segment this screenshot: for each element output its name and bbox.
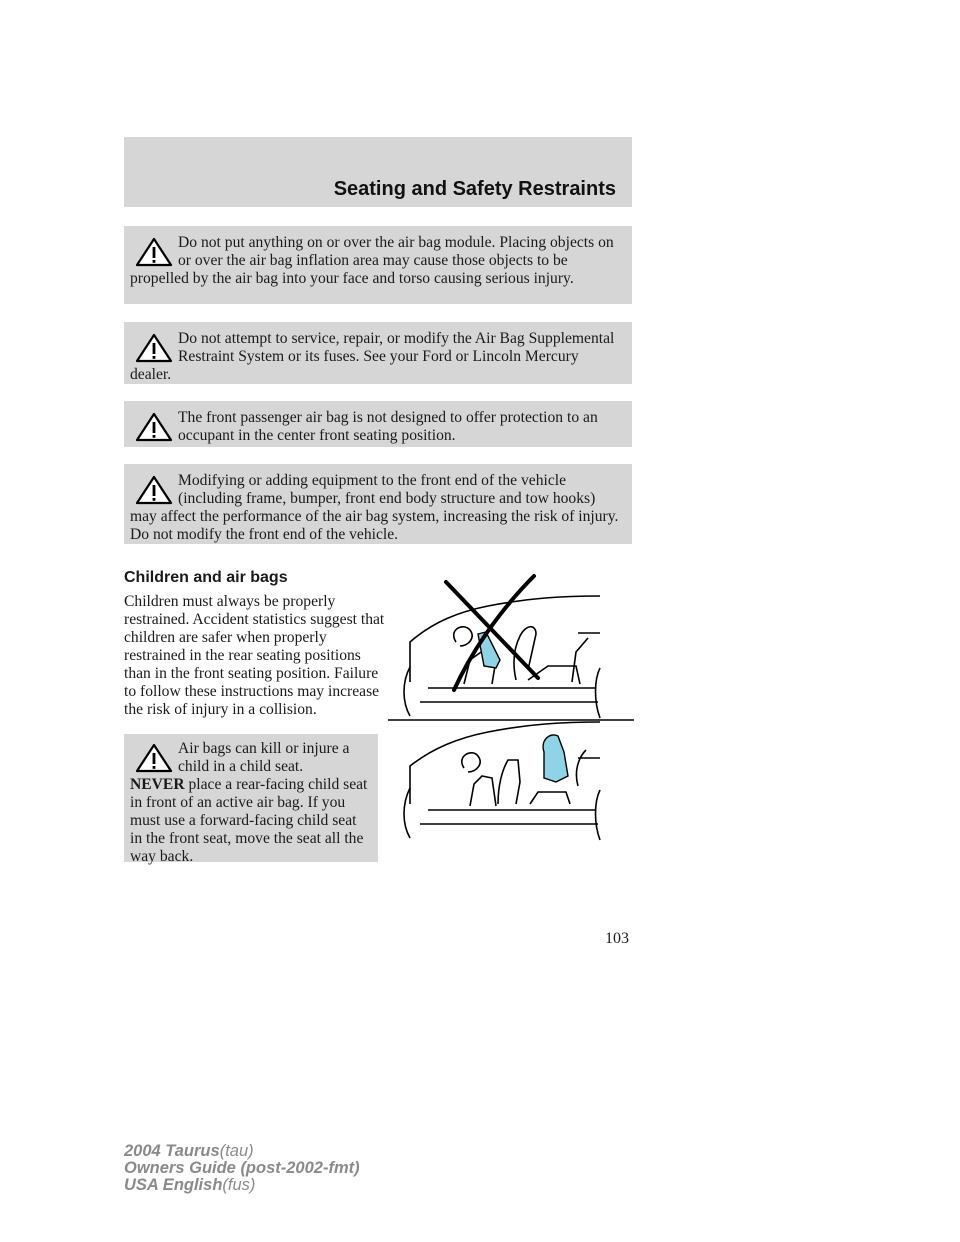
- cross-out-mark: [446, 576, 538, 690]
- child-seat-warning-line2: place a rear-facing child seat in front of an active air bag. If you must use a forward-facing child seat in the front seat, move the seat all the way back.: [130, 776, 368, 865]
- warning-triangle-icon: [134, 742, 174, 774]
- warning-box-4: [124, 464, 632, 544]
- child-seat-illustration: [388, 572, 634, 868]
- warning-text-3: The front passenger air bag is not designed to offer protection to an occupant in the center front seating position.: [178, 409, 598, 444]
- warning-triangle-icon: [134, 411, 174, 443]
- warning-triangle-icon: [134, 236, 174, 268]
- warning-text-4: Modifying or adding equipment to the front end of the vehicle (including frame, bumper, front end body structure and tow hooks) may affect the performance of the air bag system, increasing the risk of injury. Do not modify the front end of the vehicle.: [130, 472, 619, 543]
- warning-box-2: [124, 322, 632, 384]
- header-band: [124, 137, 632, 207]
- page-number: 103: [605, 930, 629, 947]
- child-seat-warning-line1: Air bags can kill or injure a child in a child seat.: [178, 740, 350, 775]
- forward-facing-child-seat: [543, 735, 568, 782]
- warning-text-2: Do not attempt to service, repair, or modify the Air Bag Supplemental Restraint System or its fuses. See your Ford or Lincoln Mercury dealer.: [130, 330, 615, 383]
- warning-box-1: [124, 226, 632, 304]
- warning-triangle-icon: [134, 332, 174, 364]
- document-footer: [124, 1143, 360, 1194]
- children-body-text: Children must always be properly restrained. Accident statistics suggest that children are safer when properly restrained in the rear seating positions than in the front seating position. Failure to follow these instructions may increase the risk of injury in a collision.: [124, 593, 385, 718]
- car-side-view-bottom: [404, 722, 600, 840]
- footer-model: 2004 Taurus: [124, 1142, 220, 1160]
- section-title: Seating and Safety Restraints: [333, 178, 616, 200]
- never-emphasis: NEVER: [130, 776, 185, 793]
- footer-model-code: (tau): [219, 1142, 254, 1160]
- warning-box-3: [124, 401, 632, 447]
- footer-guide: Owners Guide (post-2002-fmt): [124, 1159, 360, 1177]
- footer-language: USA English: [124, 1176, 223, 1194]
- warning-triangle-icon: [134, 474, 174, 506]
- children-heading: Children and air bags: [124, 569, 288, 586]
- warning-text-1: Do not put anything on or over the air bag module. Placing objects on or over the air bag inflation area may cause those objects to be propelled by the air bag into your face and torso causing serious injury.: [130, 234, 614, 287]
- footer-language-code: (fus): [222, 1176, 256, 1194]
- child-seat-warning-box: [124, 734, 378, 865]
